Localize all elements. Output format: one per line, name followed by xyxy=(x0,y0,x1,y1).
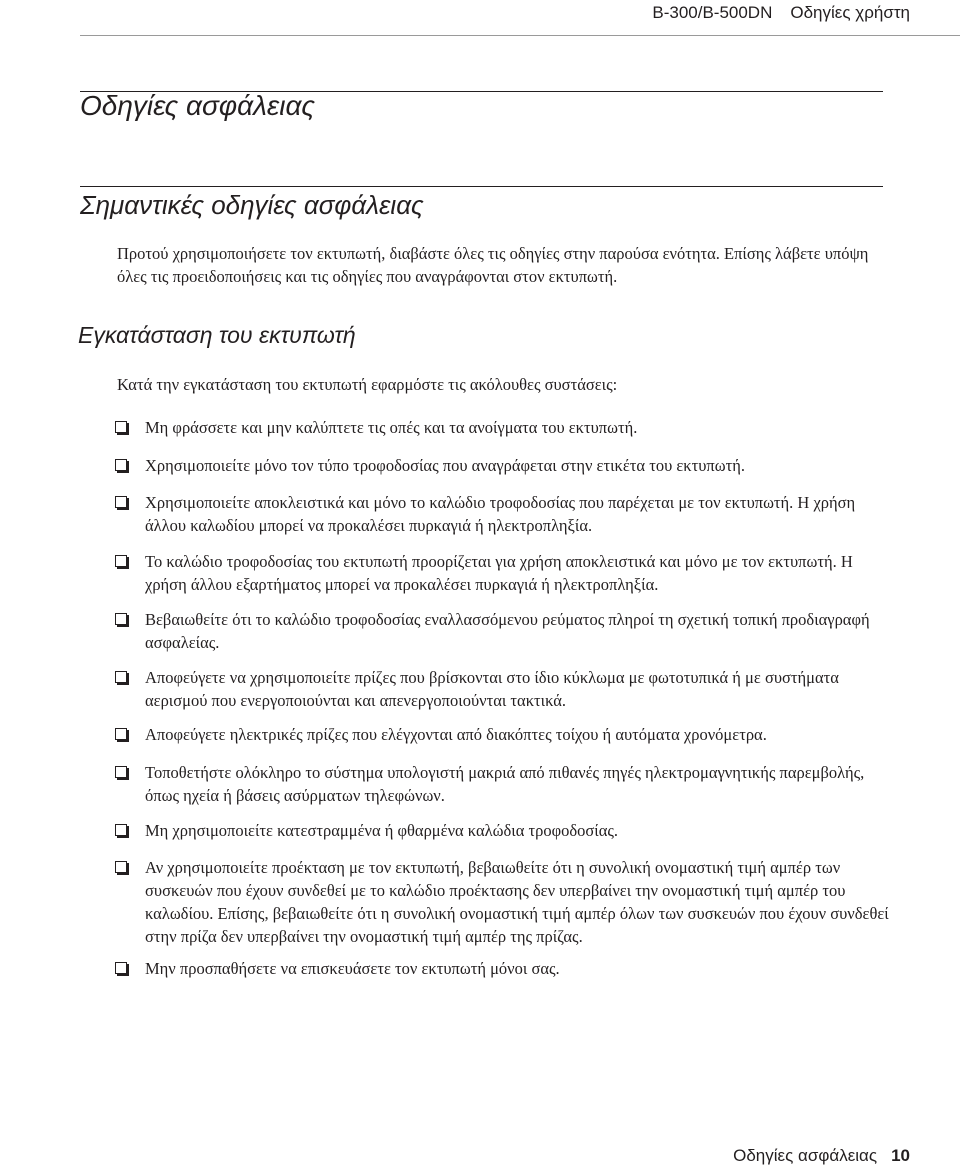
list-item xyxy=(145,608,890,654)
list-item-text: Αποφεύγετε να χρησιμοποιείτε πρίζες που βρίσκονται στο ίδιο κύκλωμα με φωτοτυπικά ή με συστήματα αερισμού που ενεργοποιούνται και απενεργοποιούνται τακτικά. xyxy=(145,668,839,710)
list-item-text: Χρησιμοποιείτε μόνο τον τύπο τροφοδοσίας που αναγράφεται στην ετικέτα του εκτυπωτή. xyxy=(145,456,745,475)
checkbox-bullet-icon xyxy=(115,459,127,471)
header-rule xyxy=(80,35,960,36)
chapter-title: Οδηγίες ασφάλειας xyxy=(80,90,316,121)
checkbox-bullet-icon xyxy=(115,766,127,778)
checkbox-bullet-icon xyxy=(115,555,127,567)
list-item xyxy=(145,666,890,712)
list-item xyxy=(145,723,890,746)
list-item xyxy=(145,957,890,980)
list-item xyxy=(145,454,890,477)
checkbox-bullet-icon xyxy=(115,671,127,683)
list-item-text: Μην προσπαθήσετε να επισκευάσετε τον εκτυπωτή μόνοι σας. xyxy=(145,959,560,978)
page-footer xyxy=(733,1146,910,1166)
subsection-title: Εγκατάσταση του εκτυπωτή xyxy=(78,322,356,348)
header-guide-title: Οδηγίες χρήστη xyxy=(790,3,910,22)
list-item xyxy=(145,761,890,807)
list-item xyxy=(145,416,890,439)
section-title: Σημαντικές οδηγίες ασφάλειας xyxy=(80,190,424,220)
page-number: 10 xyxy=(891,1146,910,1165)
checkbox-bullet-icon xyxy=(115,613,127,625)
list-item-text: Βεβαιωθείτε ότι το καλώδιο τροφοδοσίας εναλλασσόμενου ρεύματος πληροί τη σχετική τοπική προδιαγραφή ασφαλείας. xyxy=(145,610,870,652)
header-model: B-300/B-500DN xyxy=(652,3,773,22)
list-item-text: Το καλώδιο τροφοδοσίας του εκτυπωτή προορίζεται για χρήση αποκλειστικά και μόνο με τον εκτυπωτή. Η χρήση άλλου εξαρτήματος μπορεί να προκαλέσει πυρκαγιά ή ηλεκτροπληξία. xyxy=(145,552,853,594)
checkbox-bullet-icon xyxy=(115,728,127,740)
list-item xyxy=(145,856,890,948)
running-header xyxy=(652,3,910,23)
intro-paragraph: Προτού χρησιμοποιήσετε τον εκτυπωτή, διαβάστε όλες τις οδηγίες στην παρούσα ενότητα. Επίσης λάβετε υπόψη όλες τις προειδοποιήσεις και τις οδηγίες που αναγράφονται στον εκτυπωτή. xyxy=(117,244,869,286)
list-item-text: Μη χρησιμοποιείτε κατεστραμμένα ή φθαρμένα καλώδια τροφοδοσίας. xyxy=(145,821,619,840)
list-item-text: Μη φράσσετε και μην καλύπτετε τις οπές και τα ανοίγματα του εκτυπωτή. xyxy=(145,418,638,437)
list-item xyxy=(145,491,890,537)
checkbox-bullet-icon xyxy=(115,962,127,974)
checkbox-bullet-icon xyxy=(115,496,127,508)
list-item-text: Τοποθετήστε ολόκληρο το σύστημα υπολογιστή μακριά από πιθανές πηγές ηλεκτρομαγνητικής παρεμβολής, όπως ηχεία ή βάσεις ασύρματων τηλεφώνων. xyxy=(145,763,865,805)
footer-section-name: Οδηγίες ασφάλειας xyxy=(733,1146,878,1165)
list-item-text: Αν χρησιμοποιείτε προέκταση με τον εκτυπωτή, βεβαιωθείτε ότι η συνολική ονομαστική τιμή αμπέρ των συσκευών που έχουν συνδεθεί με το καλώδιο προέκτασης δεν υπερβαίνει την ονομαστική τιμή αμπέρ του καλωδίου. Επίσης, βεβαιωθείτε ότι η συνολική ονομαστική τιμή αμπέρ όλων των συσκευών που έχουν συνδεθεί στην πρίζα δεν υπερβαίνει την ονομαστική τιμή αμπέρ της πρίζας. xyxy=(145,858,889,946)
checkbox-bullet-icon xyxy=(115,824,127,836)
lead-paragraph: Κατά την εγκατάσταση του εκτυπωτή εφαρμόστε τις ακόλουθες συστάσεις: xyxy=(117,375,618,394)
list-item xyxy=(145,819,890,842)
checkbox-bullet-icon xyxy=(115,421,127,433)
section-rule xyxy=(80,186,883,187)
list-item-text: Αποφεύγετε ηλεκτρικές πρίζες που ελέγχονται από διακόπτες τοίχου ή αυτόματα χρονόμετρα. xyxy=(145,725,767,744)
list-item-text: Χρησιμοποιείτε αποκλειστικά και μόνο το καλώδιο τροφοδοσίας που παρέχεται με τον εκτυπωτή. Η χρήση άλλου καλωδίου μπορεί να προκαλέσει πυρκαγιά ή ηλεκτροπληξία. xyxy=(145,493,856,535)
checkbox-bullet-icon xyxy=(115,861,127,873)
list-item xyxy=(145,550,890,596)
